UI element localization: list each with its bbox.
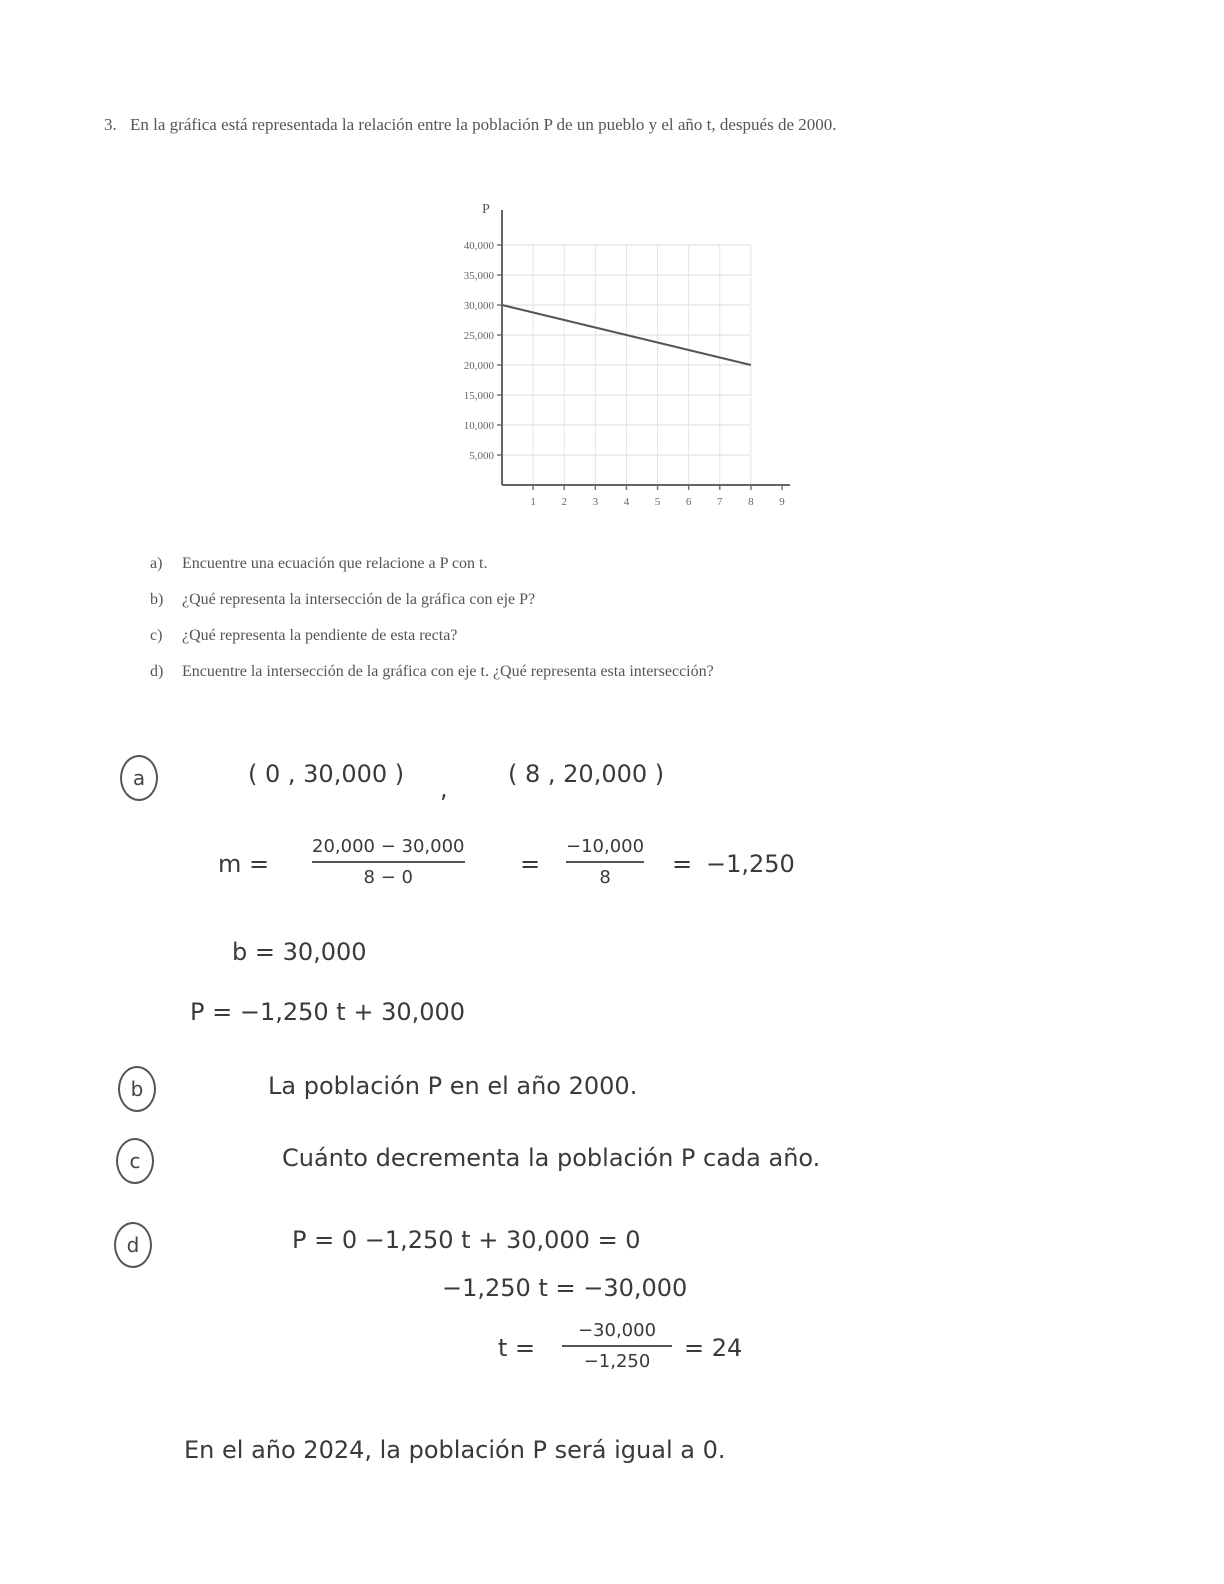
intercept-value: b = 30,000 bbox=[232, 938, 367, 966]
slope-fraction-2 bbox=[566, 836, 644, 888]
y-tick-label: 40,000 bbox=[463, 240, 494, 252]
y-tick-label: 10,000 bbox=[463, 420, 494, 432]
answer-a-point2: ( 8 , 20,000 ) bbox=[508, 760, 665, 788]
slope-fraction bbox=[312, 836, 465, 888]
slope-denominator: 8 − 0 bbox=[363, 867, 413, 888]
x-tick-label: 2 bbox=[561, 496, 567, 508]
x-tick-label: 5 bbox=[654, 496, 661, 508]
answer-d-denominator: −1,250 bbox=[583, 1351, 651, 1372]
fraction-bar bbox=[312, 861, 465, 863]
slope-numerator: 20,000 − 30,000 bbox=[312, 836, 465, 857]
problem-number: 3. bbox=[104, 115, 117, 134]
y-tick-label: 15,000 bbox=[463, 390, 494, 402]
answer-d-result: = 24 bbox=[684, 1334, 743, 1362]
slope-result: −1,250 bbox=[706, 850, 795, 878]
y-tick-label: 5,000 bbox=[469, 450, 494, 462]
answer-d-line1: P = 0 −1,250 t + 30,000 = 0 bbox=[292, 1226, 641, 1254]
fraction-bar bbox=[566, 861, 644, 863]
answer-d-numerator: −30,000 bbox=[577, 1320, 657, 1341]
question-list bbox=[150, 546, 1050, 690]
answer-a-marker: a bbox=[120, 755, 158, 801]
y-axis-label: P bbox=[482, 202, 490, 217]
question-a bbox=[150, 546, 1050, 582]
problem-statement bbox=[104, 112, 1104, 138]
x-tick-labels bbox=[530, 496, 785, 508]
y-tick-label: 25,000 bbox=[463, 330, 494, 342]
y-tick-label: 30,000 bbox=[463, 300, 494, 312]
question-letter: d) bbox=[150, 663, 164, 680]
question-c bbox=[150, 618, 1050, 654]
x-tick-label: 6 bbox=[685, 496, 692, 508]
answer-d-line2: −1,250 t = −30,000 bbox=[442, 1274, 688, 1302]
answer-b-text: La población P en el año 2000. bbox=[268, 1072, 638, 1100]
question-text: Encuentre una ecuación que relacione a P con t. bbox=[182, 555, 488, 572]
x-tick-label: 1 bbox=[530, 496, 536, 508]
problem-text: En la gráfica está representada la relación entre la población P de un pueblo y el año t, después de 2000. bbox=[130, 115, 837, 134]
slope-equals-1: = bbox=[520, 850, 541, 878]
question-text: ¿Qué representa la intersección de la gráfica con eje P? bbox=[182, 591, 536, 608]
question-text: ¿Qué representa la pendiente de esta recta? bbox=[182, 627, 458, 644]
x-tick-label: 7 bbox=[717, 496, 723, 508]
slope-denominator-2: 8 bbox=[599, 867, 611, 888]
chart-grid bbox=[502, 245, 751, 485]
question-letter: b) bbox=[150, 591, 164, 608]
slope-numerator-2: −10,000 bbox=[566, 836, 645, 857]
answer-a-comma: , bbox=[440, 775, 448, 803]
answer-b-marker: b bbox=[118, 1066, 156, 1112]
answer-d-fraction bbox=[562, 1320, 672, 1372]
answer-d-marker: d bbox=[114, 1222, 152, 1268]
y-tick-label: 35,000 bbox=[463, 270, 494, 282]
answer-c-text: Cuánto decrementa la población P cada año. bbox=[282, 1144, 821, 1172]
answer-a-point1: ( 0 , 30,000 ) bbox=[248, 760, 405, 788]
chart-axes bbox=[497, 210, 790, 490]
question-b bbox=[150, 582, 1050, 618]
conclusion: En el año 2024, la población P será igual a 0. bbox=[184, 1436, 726, 1464]
y-tick-label: 20,000 bbox=[463, 360, 494, 372]
answer-d-t-label: t = bbox=[498, 1334, 536, 1362]
x-tick-label: 4 bbox=[623, 496, 630, 508]
question-text: Encuentre la intersección de la gráfica con eje t. ¿Qué representa esta intersección? bbox=[182, 663, 714, 680]
slope-equals-2: = bbox=[672, 850, 693, 878]
fraction-bar bbox=[562, 1345, 672, 1347]
question-letter: c) bbox=[150, 627, 163, 644]
slope-label: m = bbox=[218, 850, 270, 878]
population-chart bbox=[430, 190, 800, 515]
answer-c-marker: c bbox=[116, 1138, 154, 1184]
question-letter: a) bbox=[150, 555, 163, 572]
line-equation: P = −1,250 t + 30,000 bbox=[190, 998, 466, 1026]
x-tick-label: 3 bbox=[592, 496, 599, 508]
x-tick-label: 8 bbox=[748, 496, 754, 508]
question-d bbox=[150, 654, 1050, 690]
y-tick-labels bbox=[464, 240, 495, 462]
x-tick-label: 9 bbox=[779, 496, 785, 508]
